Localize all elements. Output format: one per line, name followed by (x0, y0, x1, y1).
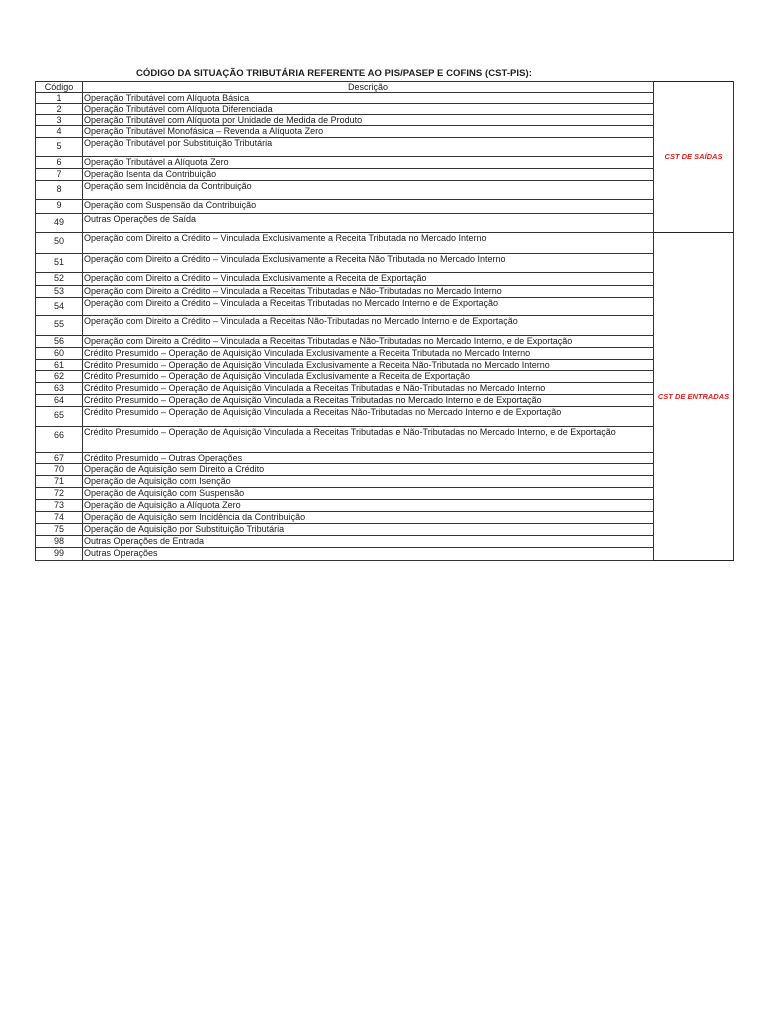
cst-entradas-label: CST DE ENTRADAS (654, 233, 734, 561)
table-row (36, 104, 734, 115)
row-code: 4 (36, 126, 83, 138)
row-description: Operação com Suspensão da Contribuição (83, 200, 654, 214)
table-row (36, 383, 734, 395)
table-row (36, 286, 734, 298)
table-header-row (36, 82, 734, 93)
table-row (36, 395, 734, 407)
table-row (36, 214, 734, 233)
table-row (36, 548, 734, 561)
row-description: Crédito Presumido – Operação de Aquisição Vinculada a Receitas Não-Tributadas no Mercado Interno e de Exportação (83, 407, 654, 427)
row-description: Operação de Aquisição por Substituição Tributária (83, 524, 654, 536)
row-description: Operação Tributável Monofásica – Revenda a Alíquota Zero (83, 126, 654, 138)
row-description: Crédito Presumido – Operação de Aquisição Vinculada Exclusivamente a Receita Não-Tributada no Mercado Interno (83, 360, 654, 371)
table-row (36, 126, 734, 138)
row-code: 7 (36, 169, 83, 181)
row-code: 49 (36, 214, 83, 233)
row-description: Operação Tributável com Alíquota por Unidade de Medida de Produto (83, 115, 654, 126)
row-code: 63 (36, 383, 83, 395)
row-description: Operação com Direito a Crédito – Vinculada a Receitas Tributadas no Mercado Interno e de Exportação (83, 298, 654, 316)
row-description: Operação de Aquisição a Alíquota Zero (83, 500, 654, 512)
row-description: Operação de Aquisição sem Incidência da Contribuição (83, 512, 654, 524)
description-column-header: Descrição (83, 82, 654, 93)
table-row (36, 157, 734, 169)
cst-saidas-label: CST DE SAÍDAS (654, 82, 734, 233)
row-code: 71 (36, 476, 83, 488)
table-row (36, 476, 734, 488)
row-description: Crédito Presumido – Operação de Aquisição Vinculada a Receitas Tributadas no Mercado Interno e de Exportação (83, 395, 654, 407)
row-description: Operação com Direito a Crédito – Vinculada a Receitas Não-Tributadas no Mercado Interno e de Exportação (83, 316, 654, 336)
table-row (36, 427, 734, 453)
table-row (36, 348, 734, 360)
row-code: 2 (36, 104, 83, 115)
table-row (36, 453, 734, 464)
row-description: Operação com Direito a Crédito – Vinculada a Receitas Tributadas e Não-Tributadas no Mercado Interno, e de Exportação (83, 336, 654, 348)
row-code: 65 (36, 407, 83, 427)
table-row (36, 181, 734, 200)
row-description: Operação sem Incidência da Contribuição (83, 181, 654, 200)
row-description: Crédito Presumido – Operação de Aquisição Vinculada a Receitas Tributadas e Não-Tributadas no Mercado Interno (83, 383, 654, 395)
table-row (36, 488, 734, 500)
row-description: Outras Operações (83, 548, 654, 561)
row-code: 98 (36, 536, 83, 548)
table-row (36, 254, 734, 273)
row-description: Outras Operações de Saída (83, 214, 654, 233)
row-code: 6 (36, 157, 83, 169)
row-code: 70 (36, 464, 83, 476)
row-description: Operação de Aquisição com Isenção (83, 476, 654, 488)
row-description: Operação Tributável com Alíquota Diferenciada (83, 104, 654, 115)
row-description: Operação Tributável por Substituição Tributária (83, 138, 654, 157)
row-code: 56 (36, 336, 83, 348)
row-description: Crédito Presumido – Outras Operações (83, 453, 654, 464)
row-code: 99 (36, 548, 83, 561)
row-description: Operação com Direito a Crédito – Vinculada Exclusivamente a Receita de Exportação (83, 273, 654, 286)
row-description: Outras Operações de Entrada (83, 536, 654, 548)
table-row (36, 273, 734, 286)
row-code: 64 (36, 395, 83, 407)
table-body (36, 82, 734, 561)
code-column-header: Código (36, 82, 83, 93)
table-row (36, 524, 734, 536)
table-row (36, 360, 734, 371)
row-code: 55 (36, 316, 83, 336)
row-code: 50 (36, 233, 83, 254)
table-row (36, 512, 734, 524)
row-description: Crédito Presumido – Operação de Aquisição Vinculada Exclusivamente a Receita de Exportação (83, 371, 654, 383)
table-row (36, 464, 734, 476)
table-row (36, 138, 734, 157)
row-code: 53 (36, 286, 83, 298)
row-code: 67 (36, 453, 83, 464)
row-code: 60 (36, 348, 83, 360)
row-code: 51 (36, 254, 83, 273)
document-title: CÓDIGO DA SITUAÇÃO TRIBUTÁRIA REFERENTE AO PIS/PASEP E COFINS (CST-PIS): (136, 68, 532, 79)
row-description: Crédito Presumido – Operação de Aquisição Vinculada Exclusivamente a Receita Tributada no Mercado Interno (83, 348, 654, 360)
row-code: 54 (36, 298, 83, 316)
row-description: Operação Tributável com Alíquota Básica (83, 93, 654, 104)
row-code: 66 (36, 427, 83, 453)
row-code: 8 (36, 181, 83, 200)
table-row (36, 233, 734, 254)
table-row (36, 93, 734, 104)
row-code: 5 (36, 138, 83, 157)
table-row (36, 316, 734, 336)
table-row (36, 200, 734, 214)
row-code: 73 (36, 500, 83, 512)
table-row (36, 371, 734, 383)
table-row (36, 536, 734, 548)
row-code: 72 (36, 488, 83, 500)
row-description: Operação de Aquisição com Suspensão (83, 488, 654, 500)
row-description: Operação com Direito a Crédito – Vinculada a Receitas Tributadas e Não-Tributadas no Mercado Interno (83, 286, 654, 298)
table-row (36, 298, 734, 316)
row-code: 74 (36, 512, 83, 524)
table-row (36, 500, 734, 512)
cst-table (35, 81, 734, 561)
row-description: Operação com Direito a Crédito – Vinculada Exclusivamente a Receita Não Tributada no Mercado Interno (83, 254, 654, 273)
table-row (36, 407, 734, 427)
row-description: Operação Tributável a Alíquota Zero (83, 157, 654, 169)
row-description: Operação Isenta da Contribuição (83, 169, 654, 181)
row-code: 9 (36, 200, 83, 214)
row-code: 61 (36, 360, 83, 371)
row-code: 75 (36, 524, 83, 536)
table-row (36, 115, 734, 126)
row-code: 52 (36, 273, 83, 286)
row-code: 62 (36, 371, 83, 383)
table-row (36, 336, 734, 348)
row-description: Crédito Presumido – Operação de Aquisição Vinculada a Receitas Tributadas e Não-Tributadas no Mercado Interno, e de Exportação (83, 427, 654, 453)
row-description: Operação com Direito a Crédito – Vinculada Exclusivamente a Receita Tributada no Mercado Interno (83, 233, 654, 254)
table-row (36, 169, 734, 181)
row-code: 3 (36, 115, 83, 126)
row-description: Operação de Aquisição sem Direito a Crédito (83, 464, 654, 476)
row-code: 1 (36, 93, 83, 104)
